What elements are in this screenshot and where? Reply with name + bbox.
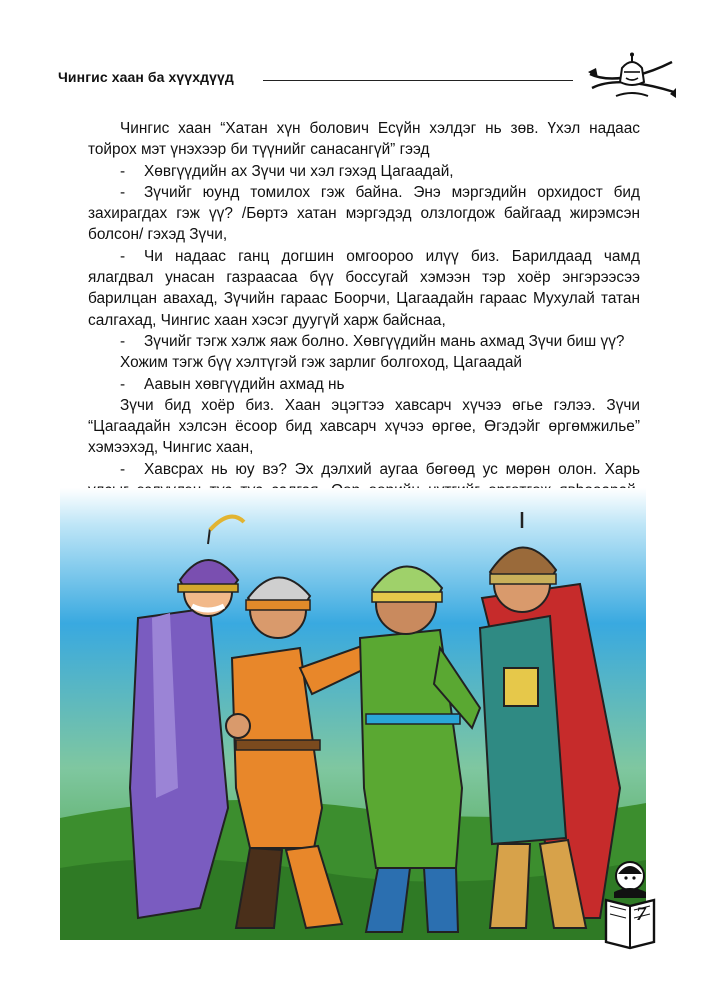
running-title: Чингис хаан ба хүүхдүүд [58,69,234,85]
header-rule [263,80,573,81]
paragraph-1-text: Чингис хаан “Хатан хүн болович Есүйн хэлдэг нь зөв. Үхэл надаас тойрох мэт үнэхээр би түүнийг санасангүй” гээд [88,120,640,159]
dash: - [120,162,126,180]
paragraph-8-text: Зүчи бид хоёр биз. Хаан эцэгтээ хавсарч хүчээ өгье гэлээ. Зүчи “Цагаадайн хэлсэн ёсоор бид хавсарч хүчээ өргөе, Өгэдэйг өргөмжилье” хэмээхэд, Чингис хаан, [88,396,640,457]
paragraph-1 [88,118,640,161]
paragraph-6 [88,352,640,373]
dash: - [120,247,126,265]
paragraph-8 [88,395,640,459]
illustration-four-warriors [60,488,646,940]
page-number: 7 [636,904,646,925]
paragraph-2-text: Хөвгүүдийн ах Зүчи чи хэл гэхэд Цагаадай, [144,162,454,180]
paragraph-3-text: Зүчийг юунд томилох гэж байна. Энэ мэргэдийн орхидост бид захирагдах гэж үү? /Бөртэ хатан мэргэдэд олзлогдож байгаад жирэмсэн болсон/ гэхэд Зүчи, [88,183,640,244]
body-text [88,118,640,544]
paragraph-3 [88,182,640,246]
paragraph-6-text: Хожим тэгж бүү хэлтүгэй гэж зарлиг болгоход, Цагаадай [120,354,522,372]
paragraph-2 [88,161,640,182]
page-header [58,52,658,102]
dash: - [120,183,126,201]
paragraph-5-text: Зүчийг тэгж хэлж яаж болно. Хөвгүүдийн мань ахмад Зүчи биш үү? [144,332,625,350]
paragraph-4-text: Чи надаас ганц догшин омгоороо илүү биз. Барилдаад чамд ялагдвал унасан газраасаа бүү боссугай хэмээн тэр хоёр энгэрээсээ барилцан авахад, Зүчийн гараас Боорчи, Цагаадайн гараас Мухулай татан салгахад, Чингис хаан хэсэг дуугүй харж байснаа, [88,247,640,329]
paragraph-4 [88,246,640,331]
paragraph-5 [88,331,640,352]
dash: - [120,375,126,393]
paragraph-7 [88,374,640,395]
paragraph-9-text: Хавсрах нь юу вэ? Эх дэлхий аугаа бөгөөд ус мөрөн олон. Харь [144,460,640,478]
dash: - [120,460,126,478]
crossed-sabers-helmet-icon [586,52,678,102]
dash: - [120,332,126,350]
paragraph-7-text: Аавын хөвгүүдийн ахмад нь [144,375,345,393]
